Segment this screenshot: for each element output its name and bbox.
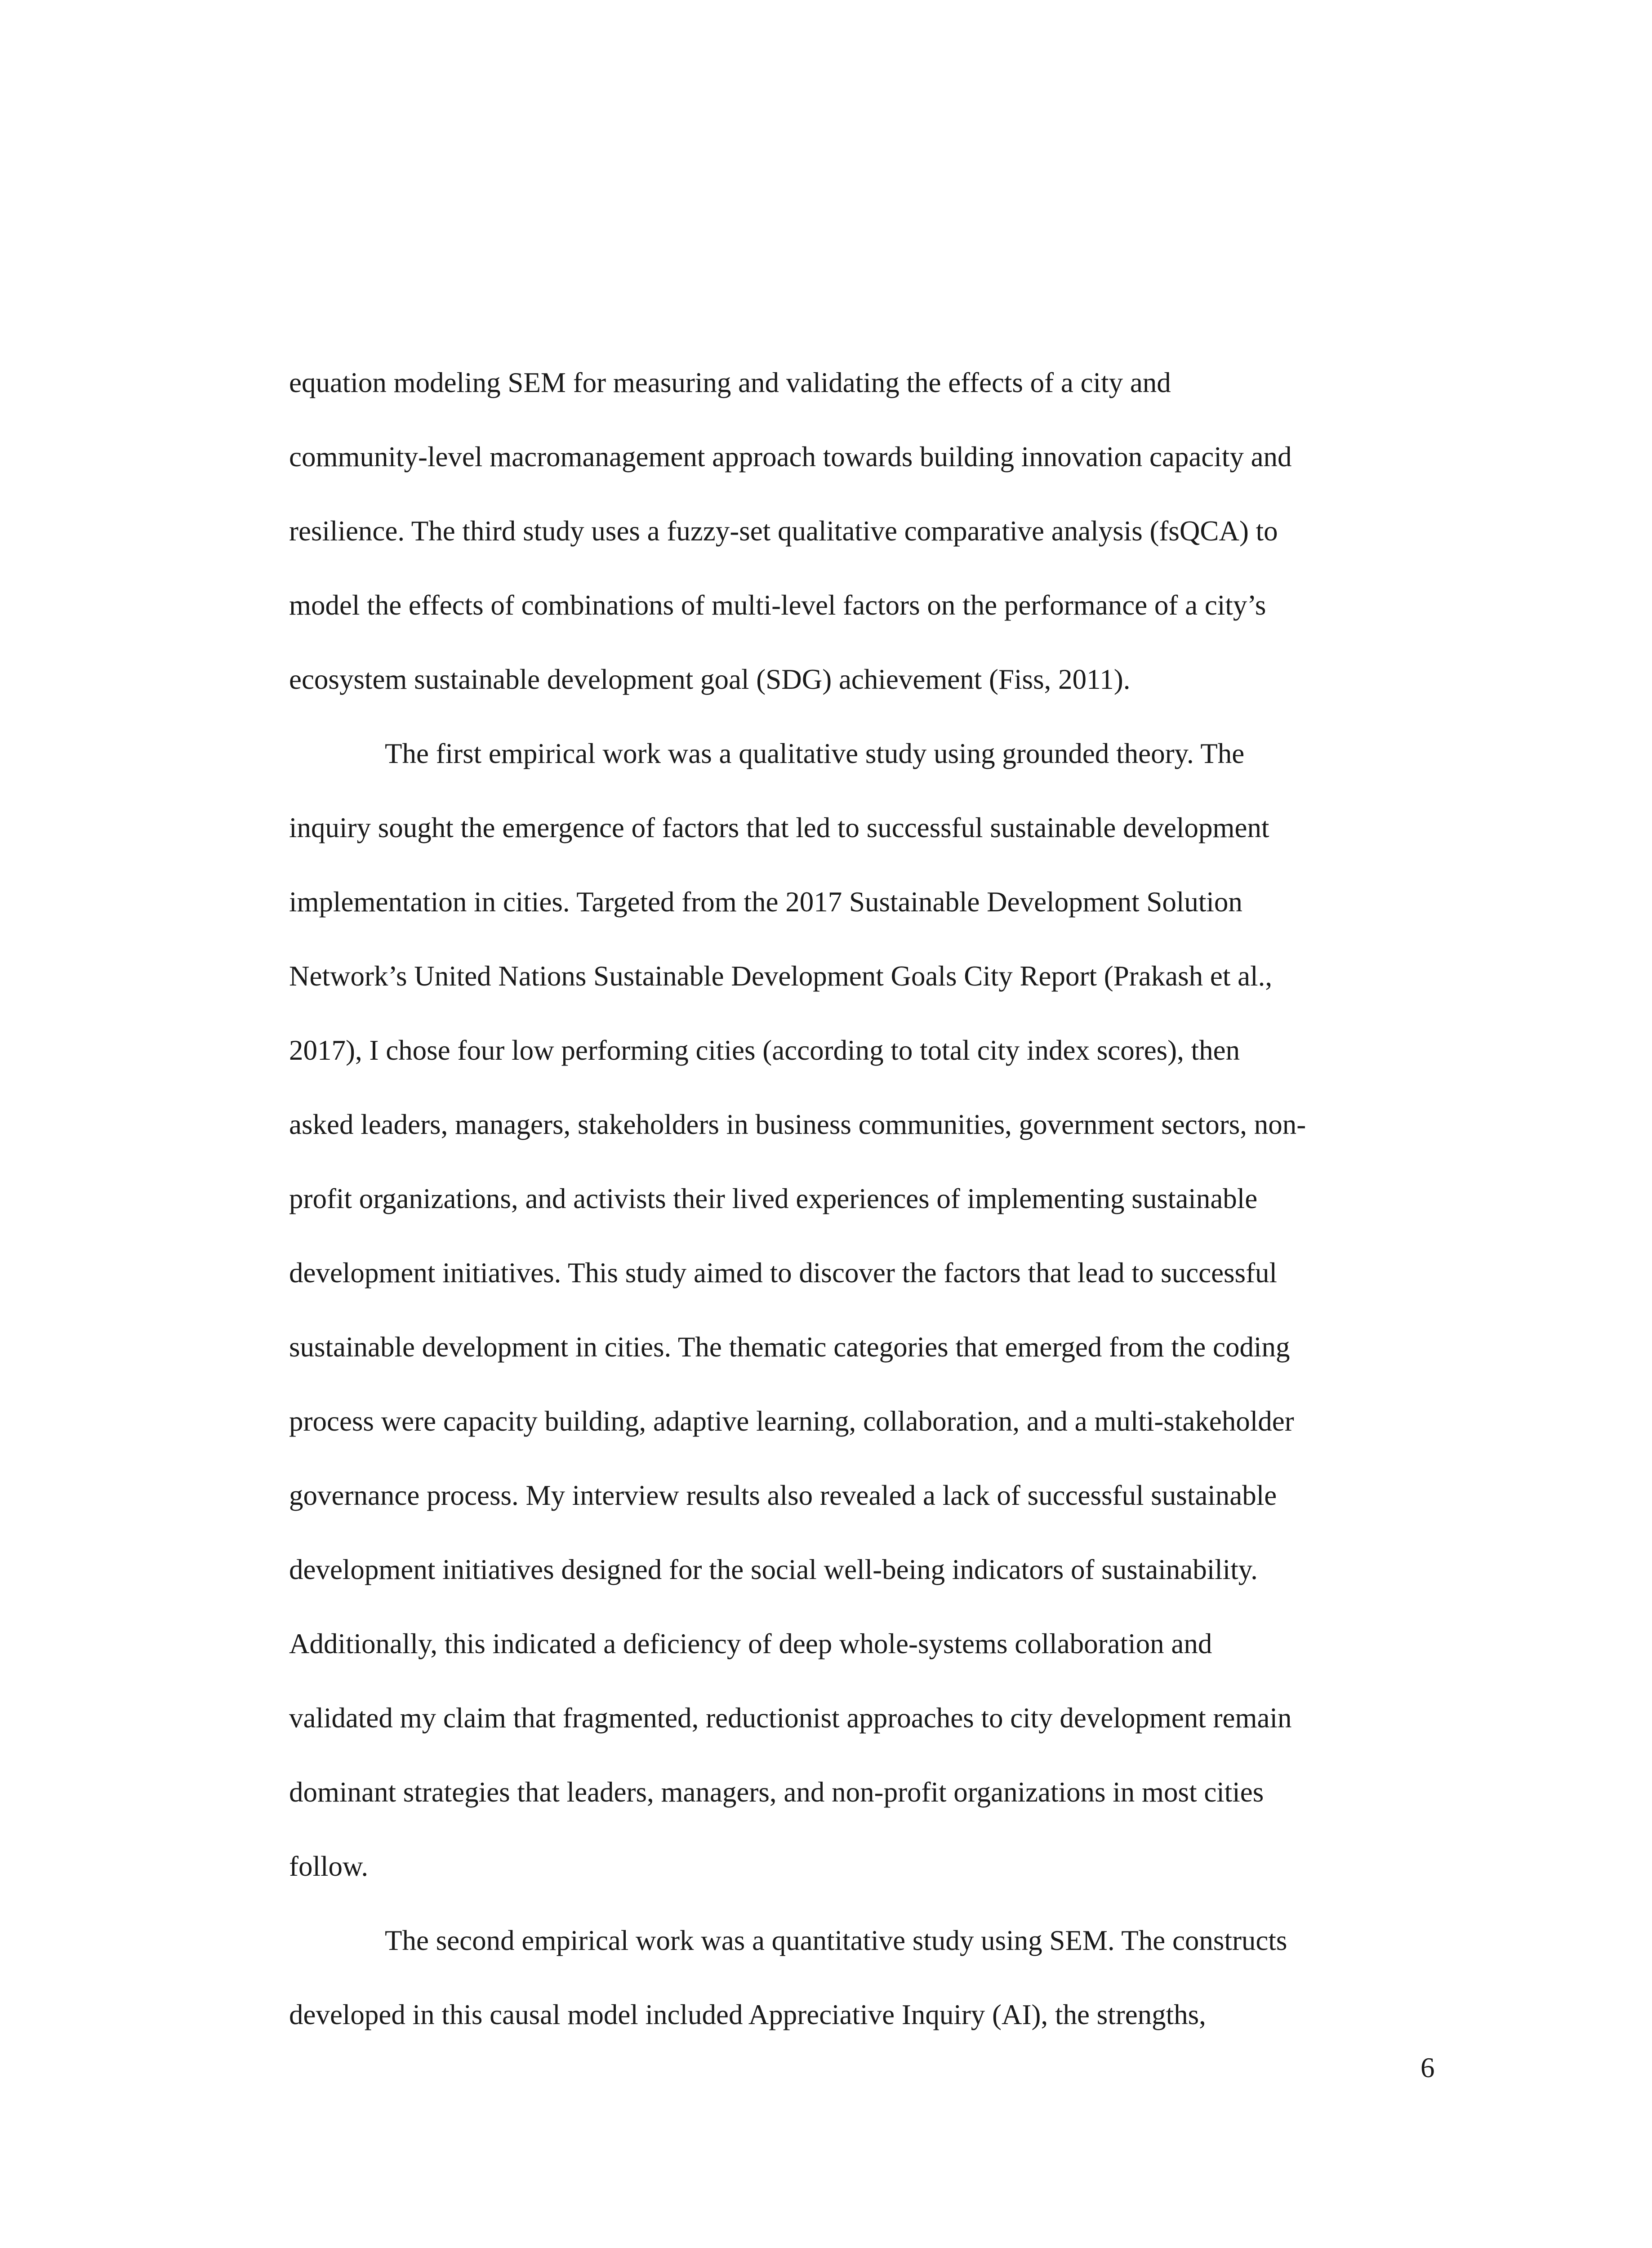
text-line: inquiry sought the emergence of factors that led to successful sustainable development [289, 812, 1269, 843]
paragraph-start-line: The first empirical work was a qualitative study using grounded theory. The [385, 738, 1245, 769]
text-line: equation modeling SEM for measuring and validating the effects of a city and [289, 367, 1171, 398]
text-line: implementation in cities. Targeted from the 2017 Sustainable Development Solution [289, 886, 1242, 918]
page-number: 6 [1420, 2052, 1435, 2083]
text-line: 2017), I chose four low performing cities (according to total city index scores), then [289, 1035, 1240, 1066]
text-line: profit organizations, and activists their lived experiences of implementing sustainable [289, 1183, 1258, 1214]
text-line: community-level macromanagement approach towards building innovation capacity and [289, 441, 1292, 473]
text-line: development initiatives designed for the social well-being indicators of sustainability. [289, 1554, 1258, 1585]
text-line: sustainable development in cities. The thematic categories that emerged from the coding [289, 1331, 1290, 1363]
text-line: validated my claim that fragmented, reductionist approaches to city development remain [289, 1702, 1292, 1734]
paragraph-start-line: The second empirical work was a quantitative study using SEM. The constructs [385, 1925, 1287, 1956]
text-line: governance process. My interview results also revealed a lack of successful sustainable [289, 1480, 1277, 1511]
text-line: development initiatives. This study aimed to discover the factors that lead to successful [289, 1257, 1278, 1289]
text-line: ecosystem sustainable development goal (SDG) achievement (Fiss, 2011). [289, 664, 1131, 695]
text-line: Network’s United Nations Sustainable Development Goals City Report (Prakash et al., [289, 960, 1273, 992]
body-text [289, 369, 1440, 2075]
text-line: developed in this causal model included Appreciative Inquiry (AI), the strengths, [289, 1999, 1206, 2030]
text-line: Additionally, this indicated a deficiency of deep whole-systems collaboration and [289, 1628, 1212, 1659]
text-line: follow. [289, 1851, 369, 1882]
text-line: process were capacity building, adaptive learning, collaboration, and a multi-stakeholder [289, 1405, 1294, 1437]
text-line: dominant strategies that leaders, managers, and non-profit organizations in most cities [289, 1776, 1264, 1808]
text-line: resilience. The third study uses a fuzzy-set qualitative comparative analysis (fsQCA) to [289, 515, 1278, 547]
text-line: asked leaders, managers, stakeholders in business communities, government sectors, non- [289, 1109, 1306, 1140]
text-line: model the effects of combinations of multi-level factors on the performance of a city’s [289, 589, 1266, 621]
